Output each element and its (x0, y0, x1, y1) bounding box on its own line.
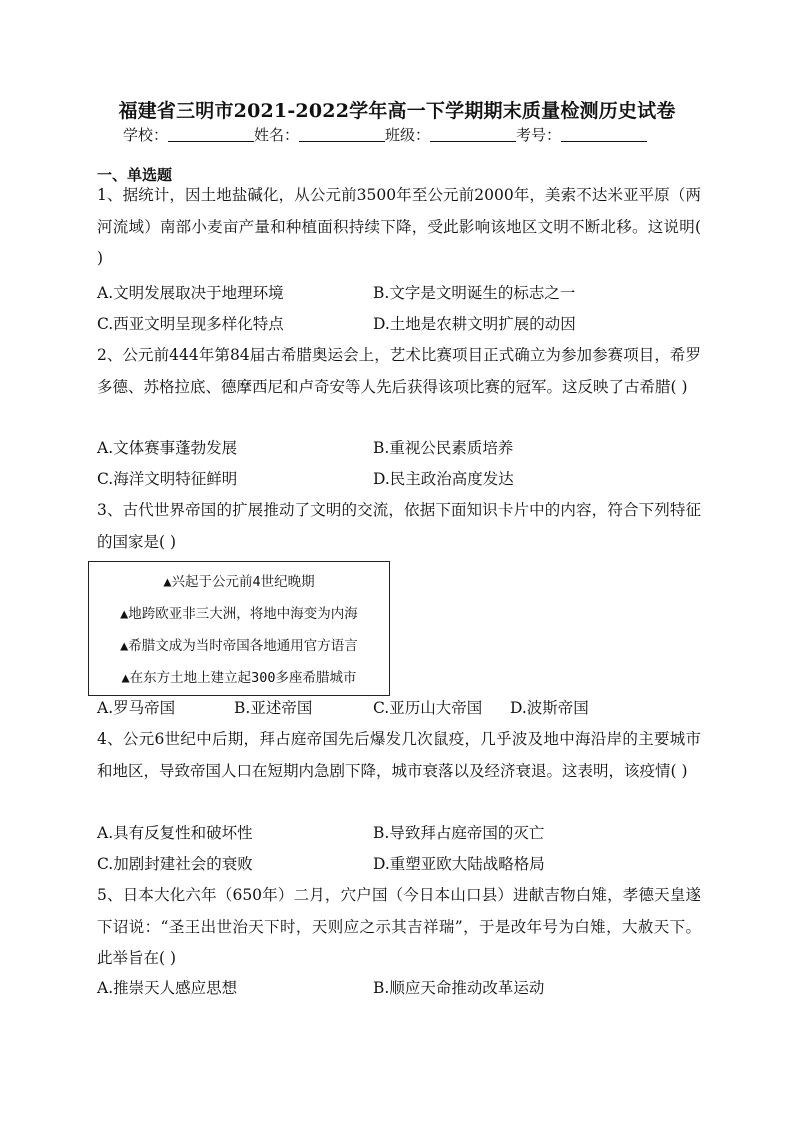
class-blank[interactable] (430, 127, 516, 142)
card-line: ▲在东方土地上建立起300多座希腊城市 (121, 670, 357, 686)
question-4-options-row-2 (97, 849, 701, 880)
option-a[interactable]: A.罗马帝国 (97, 699, 176, 717)
school-blank[interactable] (168, 127, 254, 142)
name-label: 姓名： (254, 126, 300, 144)
option-d[interactable]: D.土地是农耕文明扩展的动因 (373, 315, 576, 333)
option-c[interactable]: C.加剧封建社会的衰败 (97, 855, 253, 873)
question-2-options-row-2 (97, 464, 701, 495)
class-label: 班级： (385, 126, 431, 144)
question-1-options-row-2 (97, 309, 701, 340)
card-line: ▲兴起于公元前4世纪晚期 (163, 574, 315, 590)
option-d[interactable]: D.民主政治高度发达 (373, 470, 514, 488)
option-a[interactable]: A.推崇天人感应思想 (97, 979, 238, 997)
question-5-stem: 5、日本大化六年（650年）二月，穴户国（今日本山口县）进献吉物白雉，孝德天皇遂下诏说：“圣王出世治天下时，天则应之示其吉祥瑞”，于是改年号为白雉，大赦天下。此举旨在( ) (97, 886, 701, 967)
id-label: 考号： (516, 126, 562, 144)
question-2-stem: 2、公元前444年第84届古希腊奥运会上，艺术比赛项目正式确立为参加参赛项目，希罗多德、苏格拉底、德摩西尼和卢奇安等人先后获得该项比赛的冠军。这反映了古希腊( ) (97, 346, 701, 396)
question-4-stem: 4、公元6世纪中后期，拜占庭帝国先后爆发几次鼠疫，几乎波及地中海沿岸的主要城市和地区，导致帝国人口在短期内急剧下降，城市衰落以及经济衰退。这表明，该疫情( ) (97, 730, 701, 780)
question-4-options-row-1 (97, 818, 701, 849)
option-a[interactable]: A.文体赛事蓬勃发展 (97, 439, 238, 457)
question-2-options-row-1 (97, 433, 701, 464)
option-b[interactable]: B.文字是文明诞生的标志之一 (373, 284, 576, 302)
card-line: ▲希腊文成为当时帝国各地通用官方语言 (120, 638, 358, 654)
question-3-stem: 3、古代世界帝国的扩展推动了文明的交流，依据下面知识卡片中的内容，符合下列特征的国家是( ) (97, 501, 701, 551)
option-b[interactable]: B.导致拜占庭帝国的灭亡 (373, 824, 545, 842)
school-label: 学校： (123, 126, 169, 144)
option-b[interactable]: B.亚述帝国 (234, 699, 313, 717)
option-a[interactable]: A.文明发展取决于地理环境 (97, 284, 284, 302)
id-blank[interactable] (561, 127, 647, 142)
option-b[interactable]: B.顺应天命推动改革运动 (373, 979, 545, 997)
card-line: ▲地跨欧亚非三大洲，将地中海变为内海 (120, 606, 358, 622)
option-a[interactable]: A.具有反复性和破坏性 (97, 824, 253, 842)
option-c[interactable]: C.海洋文明特征鲜明 (97, 470, 238, 488)
option-c[interactable]: C.西亚文明呈现多样化特点 (97, 315, 284, 333)
student-info-line (123, 124, 683, 145)
question-1-stem: 1、据统计，因土地盐碱化，从公元前3500年至公元前2000年，美索不达米亚平原（两河流域）南部小麦亩产量和种植面积持续下降，受此影响该地区文明不断北移。这说明( ) (97, 186, 701, 267)
name-blank[interactable] (299, 127, 385, 142)
option-c[interactable]: C.亚历山大帝国 (373, 699, 483, 717)
question-1-options-row-1 (97, 278, 701, 309)
knowledge-card (88, 561, 390, 696)
question-5-options-row-1 (97, 973, 701, 1004)
section-heading: 一、单选题 (97, 166, 173, 184)
option-b[interactable]: B.重视公民素质培养 (373, 439, 514, 457)
question-3-options-row (97, 693, 701, 724)
exam-title: 福建省三明市2021-2022学年高一下学期期末质量检测历史试卷 (118, 100, 676, 122)
option-d[interactable]: D.波斯帝国 (510, 699, 589, 717)
option-d[interactable]: D.重塑亚欧大陆战略格局 (373, 855, 545, 873)
